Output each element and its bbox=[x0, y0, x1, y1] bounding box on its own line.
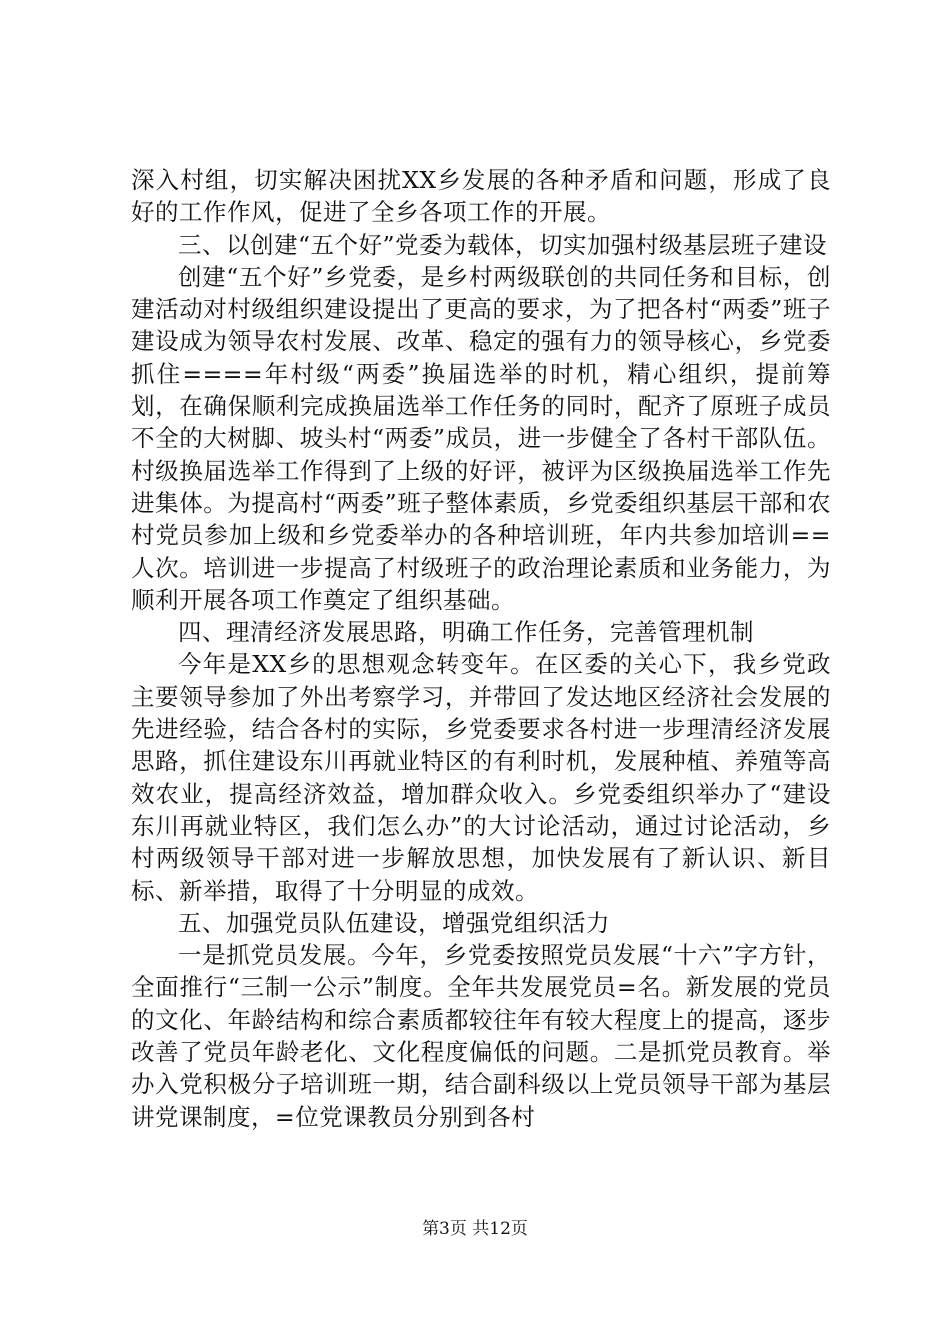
document-body bbox=[131, 164, 831, 1133]
page-number-footer: 第3页 共12页 bbox=[422, 1219, 528, 1239]
paragraph-party-member-development: 一是抓党员发展。今年，乡党委按照党员发展“十六”字方针，全面推行“三制一公示”制度。全年共发展党员=名。新发展的党员的文化、年龄结构和综合素质都较往年有较大程度上的提高，逐步改善了党员年龄老化、文化程度偏低的问题。二是抓党员教育。举办入党积极分子培训班一期，结合副科级以上党员领导干部为基层讲党课制度，=位党课教员分别到各村 bbox=[131, 941, 831, 1131]
paragraph-continuation: 深入村组，切实解决困扰XX乡发展的各种矛盾和问题，形成了良好的工作作风，促进了全乡各项工作的开展。 bbox=[131, 166, 831, 227]
section-heading-four: 四、理清经济发展思路，明确工作任务，完善管理机制 bbox=[178, 618, 754, 647]
section-heading-five: 五、加强党员队伍建设，增强党组织活力 bbox=[178, 908, 610, 937]
section-heading-three: 三、以创建“五个好”党委为载体，切实加强村级基层班子建设 bbox=[178, 230, 828, 259]
paragraph-economic-development: 今年是XX乡的思想观念转变年。在区委的关心下，我乡党政主要领导参加了外出考察学习，并带回了发达地区经济社会发展的先进经验，结合各村的实际，乡党委要求各村进一步理清经济发展思路，抓住建设东川再就业特区的有利时机，发展种植、养殖等高效农业，提高经济效益，增加群众收入。乡党委组织举办了“建设东川再就业特区，我们怎么办”的大讨论活动，通过讨论活动，乡村两级领导干部对进一步解放思想，加快发展有了新认识、新目标、新举措，取得了十分明显的成效。 bbox=[131, 650, 831, 905]
paragraph-five-good-party-committee: 创建“五个好”乡党委，是乡村两级联创的共同任务和目标，创建活动对村级组织建设提出了更高的要求，为了把各村“两委”班子建设成为领导农村发展、改革、稳定的强有力的领导核心，乡党委抓住====年村级“两委”换届选举的时机，精心组织，提前筹划，在确保顺利完成换届选举工作任务的同时，配齐了原班子成员不全的大树脚、坡头村“两委”成员，进一步健全了各村干部队伍。村级换届选举工作得到了上级的好评，被评为区级换届选举工作先进集体。为提高村“两委”班子整体素质，乡党委组织基层干部和农村党员参加上级和乡党委举办的各种培训班，年内共参加培训==人次。培训进一步提高了村级班子的政治理论素质和业务能力，为顺利开展各项工作奠定了组织基础。 bbox=[131, 262, 831, 614]
